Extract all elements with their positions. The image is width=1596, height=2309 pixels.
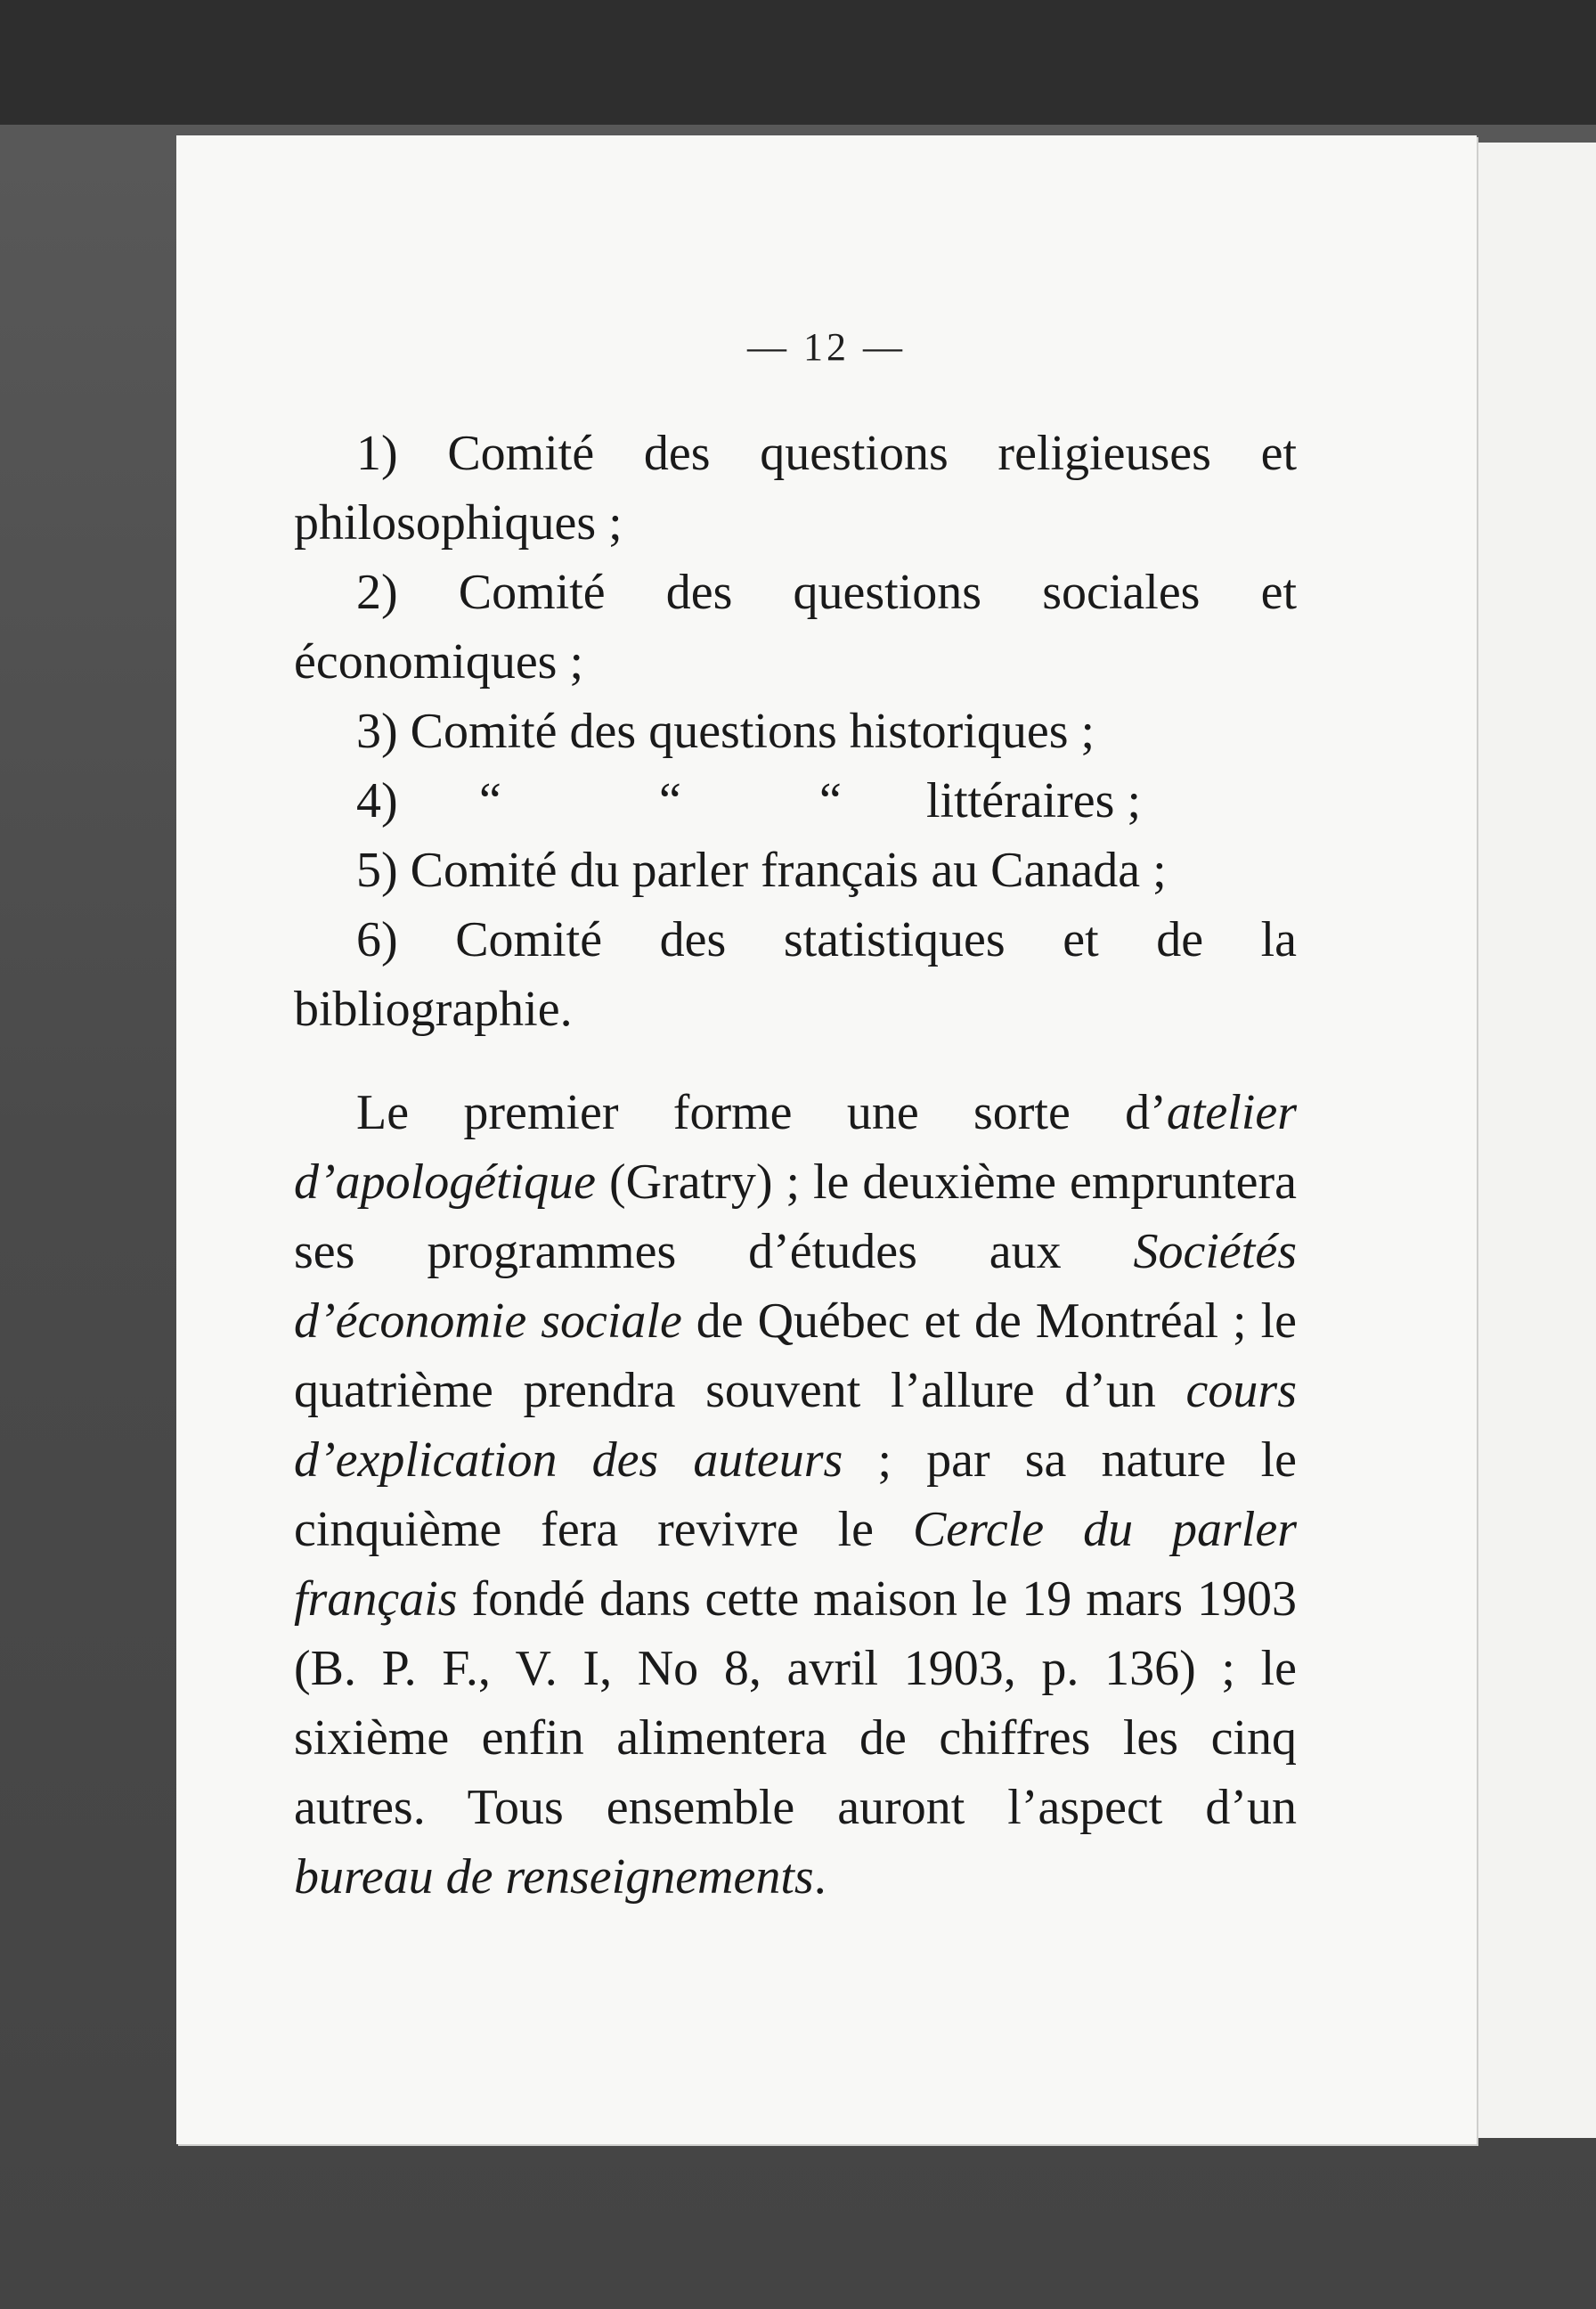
list-item-text: littéraires ;	[926, 773, 1142, 828]
list-item	[294, 558, 1297, 697]
list-item	[294, 419, 1297, 558]
italic-phrase: Sociétés d’économie sociale	[294, 1224, 1297, 1349]
italic-phrase: cours d’explication des auteurs	[294, 1363, 1297, 1488]
paragraph-text: ; par sa nature le cinquième fera revivre le	[294, 1432, 1297, 1557]
list-item-number: 4)	[356, 773, 398, 828]
paragraph-text: (Gratry) ; le deuxième empruntera ses programmes d’études aux	[294, 1154, 1297, 1279]
list-item-text: Comité des questions historiques ;	[410, 704, 1095, 759]
list-item-number: 2)	[356, 565, 398, 620]
ditto-mark: “	[659, 773, 681, 828]
book-page	[176, 135, 1477, 2144]
italic-phrase: bureau de renseignements	[294, 1849, 814, 1905]
paragraph-text: .	[813, 1849, 826, 1905]
ditto-mark: “	[479, 773, 501, 828]
page-text	[294, 419, 1297, 1912]
scan-top-border	[0, 0, 1596, 125]
list-item-number: 3)	[356, 704, 398, 759]
body-paragraph	[294, 1078, 1297, 1912]
list-item-text: Comité des questions sociales et économiques ;	[294, 565, 1298, 689]
paragraph-text: Le premier forme une sorte d’	[356, 1085, 1167, 1140]
list-item	[294, 697, 1297, 766]
list-item-number: 1)	[356, 426, 398, 481]
list-item-number: 5)	[356, 843, 398, 898]
list-item-text: Comité du parler français au Canada ;	[410, 843, 1167, 898]
list-item	[294, 836, 1297, 905]
italic-phrase: Cercle du parler français	[294, 1502, 1297, 1627]
paragraph-text: fondé dans cette maison le 19 mars 1903 (B. P. F., V. I, No 8, avril 1903, p. 136) ; le sixième enfin alimentera de chiffres les cinq autres. Tous ensemble auront l’aspect d’un	[294, 1571, 1297, 1835]
list-item-text: Comité des questions religieuses et philosophiques ;	[294, 426, 1297, 551]
paragraph-text: de Québec et de Montréal ; le quatrième prendra souvent l’allure d’un	[294, 1293, 1297, 1418]
adjacent-page-edge	[1474, 143, 1596, 2138]
ditto-mark: “	[819, 773, 842, 828]
italic-phrase: atelier d’apologétique	[294, 1085, 1297, 1210]
page-number: — 12 —	[747, 325, 906, 369]
list-item-number: 6)	[356, 912, 398, 967]
list-item	[294, 905, 1297, 1044]
list-item-text: Comité des statistiques et de la bibliographie.	[294, 912, 1297, 1037]
list-item	[294, 766, 1297, 836]
